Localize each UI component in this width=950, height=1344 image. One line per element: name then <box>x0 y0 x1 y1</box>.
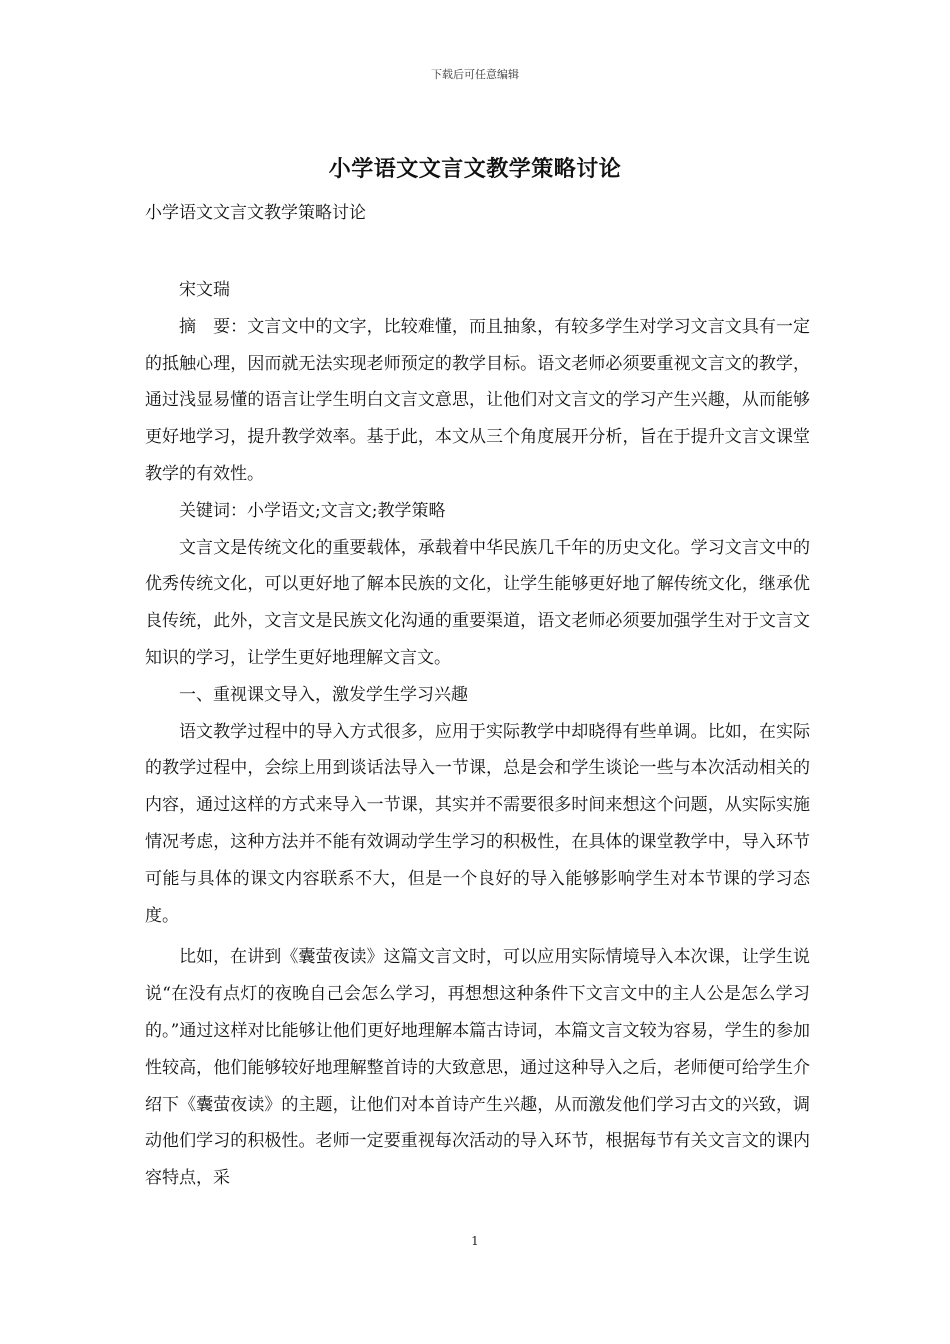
document-subtitle: 小学语文文言文教学策略讨论 <box>145 203 366 223</box>
keywords-line: 关键词：小学语文;文言文;教学策略 <box>179 500 446 521</box>
author-line: 宋文瑞 <box>179 280 230 300</box>
document-title: 小学语文文言文教学策略讨论 <box>328 156 622 182</box>
body-paragraph: 文言文是传统文化的重要载体，承载着中华民族几千年的历史文化。学习文言文中的优秀传统文化，可以更好地了解本民族的文化，让学生能够更好地了解传统文化，继承优良传统，此外，文言文是民族文化沟通的重要渠道，语文老师必须要加强学生对于文言文知识的学习，让学生更好地理解文言文。 <box>145 537 810 668</box>
header-note: 下载后可任意编辑 <box>431 68 519 81</box>
abstract-paragraph: 摘 要：文言文中的文字，比较难懂，而且抽象，有较多学生对学习文言文具有一定的抵触心理，因而就无法实现老师预定的教学目标。语文老师必须要重视文言文的教学，通过浅显易懂的语言让学生明白文言文意思，让他们对文言文的学习产生兴趣，从而能够更好地学习，提升教学效率。基于此，本文从三个角度展开分析，旨在于提升文言文课堂教学的有效性。 <box>145 316 810 484</box>
section-heading: 一、重视课文导入，激发学生学习兴趣 <box>179 684 468 705</box>
body-paragraph: 比如，在讲到《囊萤夜读》这篇文言文时，可以应用实际情境导入本次课，让学生说说“在没有点灯的夜晚自己会怎么学习，再想想这种条件下文言文中的主人公是怎么学习的。”通过这样对比能够让他们更好地理解本篇古诗词，本篇文言文较为容易，学生的参加性较高，他们能够较好地理解整首诗的大致意思，通过这种导入之后，老师便可给学生介绍下《囊萤夜读》的主题，让他们对本首诗产生兴趣，从而激发他们学习古文的兴致，调动他们学习的积极性。老师一定要重视每次活动的导入环节，根据每节有关文言文的课内容特点，采 <box>145 947 810 1189</box>
document-body <box>145 272 810 1197</box>
body-paragraph: 语文教学过程中的导入方式很多，应用于实际教学中却晓得有些单调。比如，在实际的教学过程中，会综上用到谈话法导入一节课，总是会和学生谈论一些与本次活动相关的内容，通过这样的方式来导入一节课，其实并不需要很多时间来想这个问题，从实际实施情况考虑，这种方法并不能有效调动学生学习的积极性，在具体的课堂教学中，导入环节可能与具体的课文内容联系不大，但是一个良好的导入能够影响学生对本节课的学习态度。 <box>145 721 810 926</box>
page-number: 1 <box>471 1234 479 1248</box>
